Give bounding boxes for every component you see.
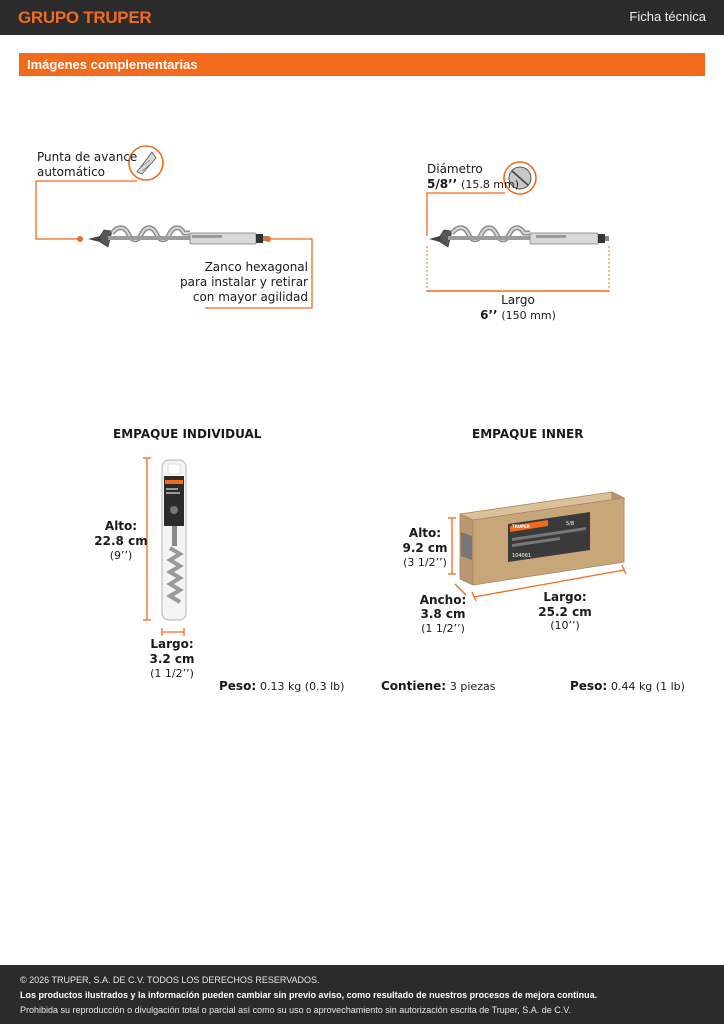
diameter-metric: (15.8 mm) [461,178,520,191]
inner-height-label: Alto: [408,526,442,540]
inner-length-value: 25.2 cm [538,605,592,619]
shank-label-line1: Zanco hexagonal [204,260,308,274]
inner-weight-label: Peso: [570,679,608,693]
individual-height-label: Alto: [104,519,138,533]
inner-length-imperial: (10’’) [550,619,580,632]
drill-bit-image-left [88,228,268,247]
footer-notice: Los productos ilustrados y la información pueden cambiar sin previo aviso, como resultado de nuestros procesos de mejora continua. [20,990,598,1000]
inner-package-image [460,492,624,585]
shank-label-line2: para instalar y retirar [180,275,308,289]
diameter-value-row [427,177,519,192]
inner-length-label: Largo: [543,590,587,604]
individual-pack-heading: EMPAQUE INDIVIDUAL [113,427,262,441]
tip-leader-dot [77,236,83,242]
length-value: 6’’ [480,308,498,322]
drill-bit-image-right [429,228,609,247]
box-code-text: 104061 [512,553,532,559]
tip-label-line2: automático [37,165,106,179]
inner-width-imperial: (1 1/2’’) [421,622,465,635]
footer-bar [0,965,724,1024]
inner-width-label: Ancho: [419,593,467,607]
diameter-value: 5/8’’ [427,177,458,191]
individual-height-imperial: (9’’) [109,549,133,562]
footer-prohibition: Prohibida su reproducción o divulgación total o parcial así como su uso o aprovechamiento sin autorización escrita de Truper, S.A. de C.V. [20,1005,571,1015]
footer-copyright: © 2026 TRUPER, S.A. DE C.V. TODOS LOS DERECHOS RESERVADOS. [20,975,320,985]
diameter-label: Diámetro [427,162,483,176]
individual-height-value: 22.8 cm [94,534,148,548]
length-metric: (150 mm) [501,309,556,322]
document-type-label: Ficha técnica [629,9,706,24]
individual-weight-value: 0.13 kg (0.3 lb) [259,680,345,693]
features-diagram-svg [0,0,724,420]
inner-contains-label: Contiene: [381,679,447,693]
box-fraction-text: 5/8 [566,521,575,527]
individual-package-image [162,460,186,620]
individual-weight-row [219,679,344,694]
inner-weight-value: 0.44 kg (1 lb) [610,680,685,693]
inner-pack-heading: EMPAQUE INNER [472,427,584,441]
inner-width-value: 3.8 cm [420,607,466,621]
length-label: Largo [501,293,535,307]
inner-contains-value: 3 piezas [449,680,496,693]
box-brand-text: TRUPER [512,524,530,529]
brand-logo: GRUPO TRUPER [18,8,152,27]
inner-contains-row [381,679,495,694]
inner-height-imperial: (3 1/2’’) [403,556,447,569]
inner-weight-row [570,679,685,694]
individual-weight-label: Peso: [219,679,257,693]
tip-label-line1: Punta de avance [37,150,138,164]
individual-length-value: 3.2 cm [149,652,195,666]
individual-length-label: Largo: [150,637,194,651]
individual-length-imperial: (1 1/2’’) [150,667,194,680]
inner-height-value: 9.2 cm [402,541,448,555]
length-value-row [448,308,588,323]
section-title: Imágenes complementarias [27,57,198,72]
shank-label-line3: con mayor agilidad [192,290,308,304]
